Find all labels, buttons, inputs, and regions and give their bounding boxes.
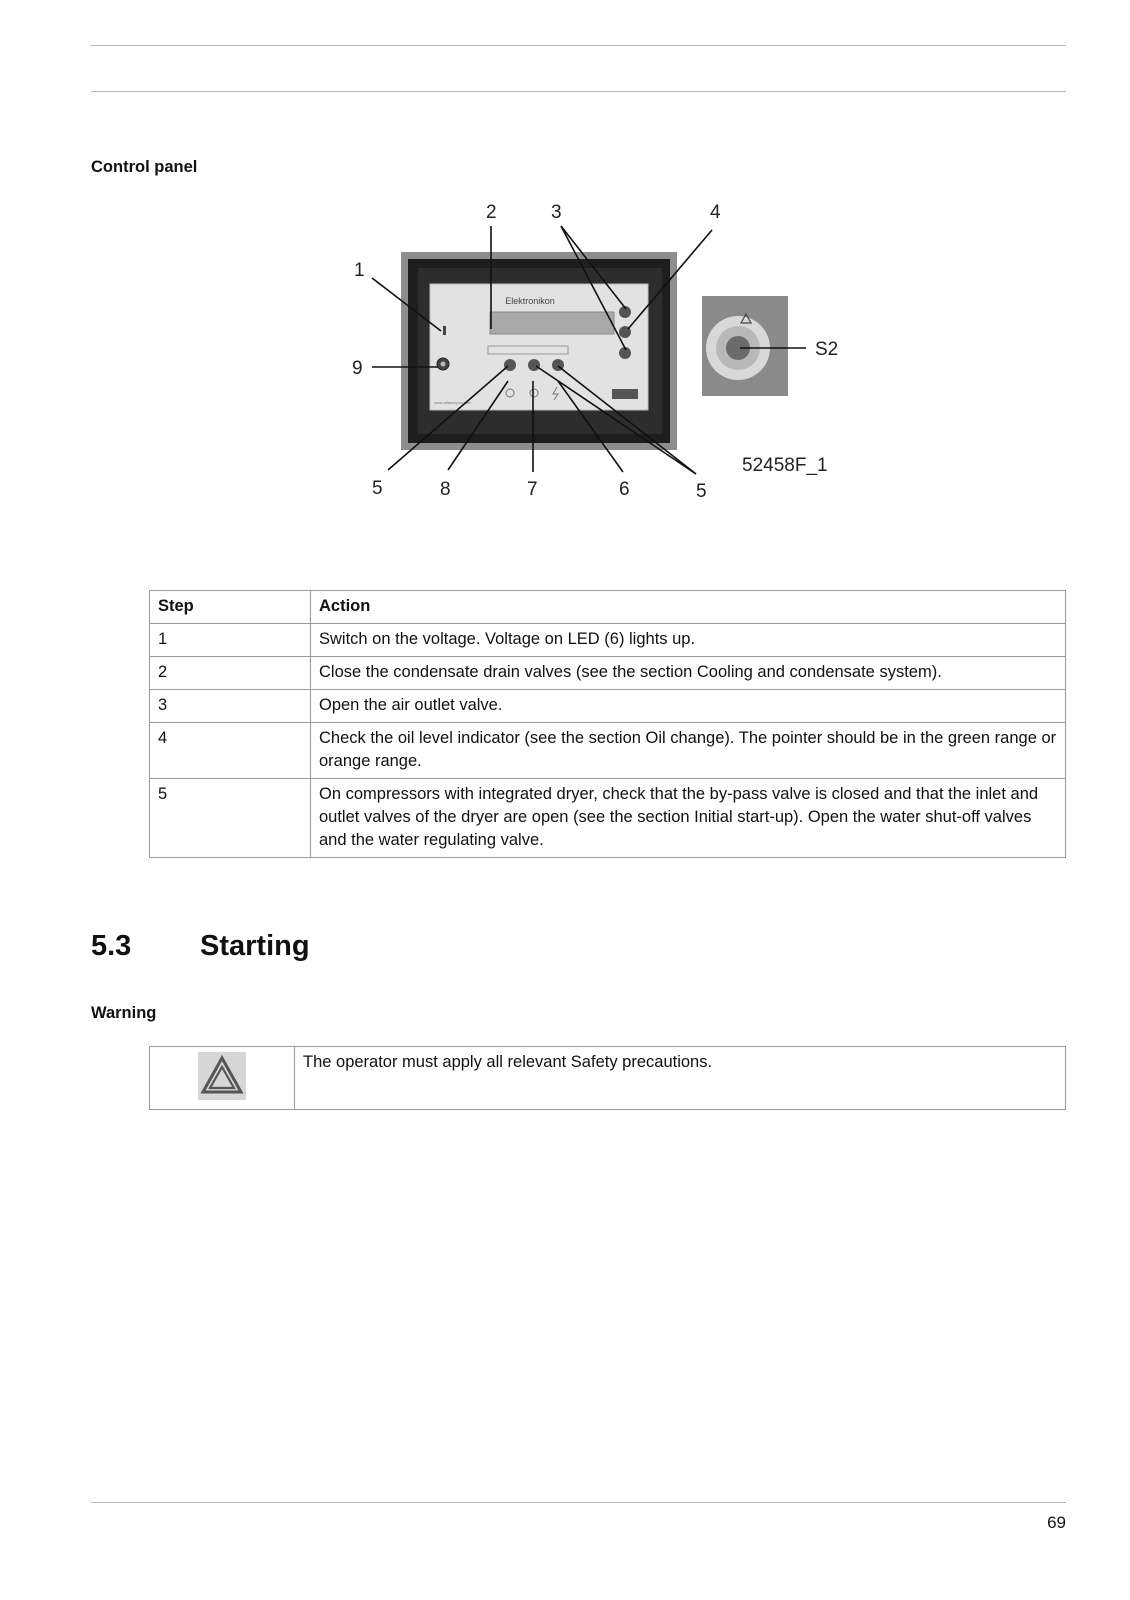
control-panel-figure <box>340 196 880 526</box>
warning-box <box>149 1046 1066 1110</box>
action-cell: Switch on the voltage. Voltage on LED (6) lights up. <box>311 624 1066 657</box>
table-row <box>150 723 1066 779</box>
function-key-1 <box>504 359 516 371</box>
led-1 <box>443 326 446 335</box>
action-cell: Close the condensate drain valves (see the section Cooling and condensate system). <box>311 657 1066 690</box>
function-key-2 <box>528 359 540 371</box>
section-number: 5.3 <box>91 930 132 962</box>
warning-text: The operator must apply all relevant Safety precautions. <box>295 1047 1066 1110</box>
atlas-copco-logo <box>612 389 638 399</box>
callout-8: 8 <box>440 479 451 500</box>
warning-icon-cell <box>150 1047 295 1110</box>
callout-2: 2 <box>486 202 497 223</box>
table-row <box>150 779 1066 858</box>
callout-5-right: 5 <box>696 481 707 502</box>
action-cell: Open the air outlet valve. <box>311 690 1066 723</box>
callout-s2: S2 <box>815 339 839 360</box>
section-title: Starting <box>200 930 310 962</box>
page-number: 69 <box>1047 1513 1066 1532</box>
warning-heading: Warning <box>91 1004 157 1022</box>
column-header-step: Step <box>150 591 311 624</box>
table-row <box>150 657 1066 690</box>
steps-table <box>149 590 1066 858</box>
action-cell: On compressors with integrated dryer, check that the by-pass valve is closed and that the inlet and outlet valves of the dryer are open (see the section Initial start-up). Open the water shut-off valves and the water regulating valve. <box>311 779 1066 858</box>
step-cell: 1 <box>150 624 311 657</box>
table-row <box>150 624 1066 657</box>
step-cell: 3 <box>150 690 311 723</box>
callout-1: 1 <box>354 260 365 281</box>
figure-code: 52458F_1 <box>742 455 828 476</box>
section-heading <box>91 930 310 963</box>
panel-brand: Elektronikon <box>505 296 555 306</box>
table-row <box>150 690 1066 723</box>
column-header-action: Action <box>311 591 1066 624</box>
callout-5-left: 5 <box>372 478 383 499</box>
callout-6: 6 <box>619 479 630 500</box>
callout-3: 3 <box>551 202 562 223</box>
step-cell: 4 <box>150 723 311 779</box>
steps-table-header <box>150 591 1066 624</box>
warning-triangle-icon <box>198 1052 246 1100</box>
header-rule-bottom <box>91 91 1066 92</box>
step-cell: 2 <box>150 657 311 690</box>
footer-rule <box>91 1502 1066 1503</box>
callout-7: 7 <box>527 479 538 500</box>
callout-9: 9 <box>352 358 363 379</box>
control-panel-heading: Control panel <box>91 158 198 176</box>
callout-4: 4 <box>710 202 721 223</box>
header-rule-top <box>91 45 1066 46</box>
panel-display <box>490 312 614 334</box>
panel-footer-url: www.atlascopco.com <box>434 400 472 405</box>
step-cell: 5 <box>150 779 311 858</box>
action-cell: Check the oil level indicator (see the section Oil change). The pointer should be in the green range or orange range. <box>311 723 1066 779</box>
